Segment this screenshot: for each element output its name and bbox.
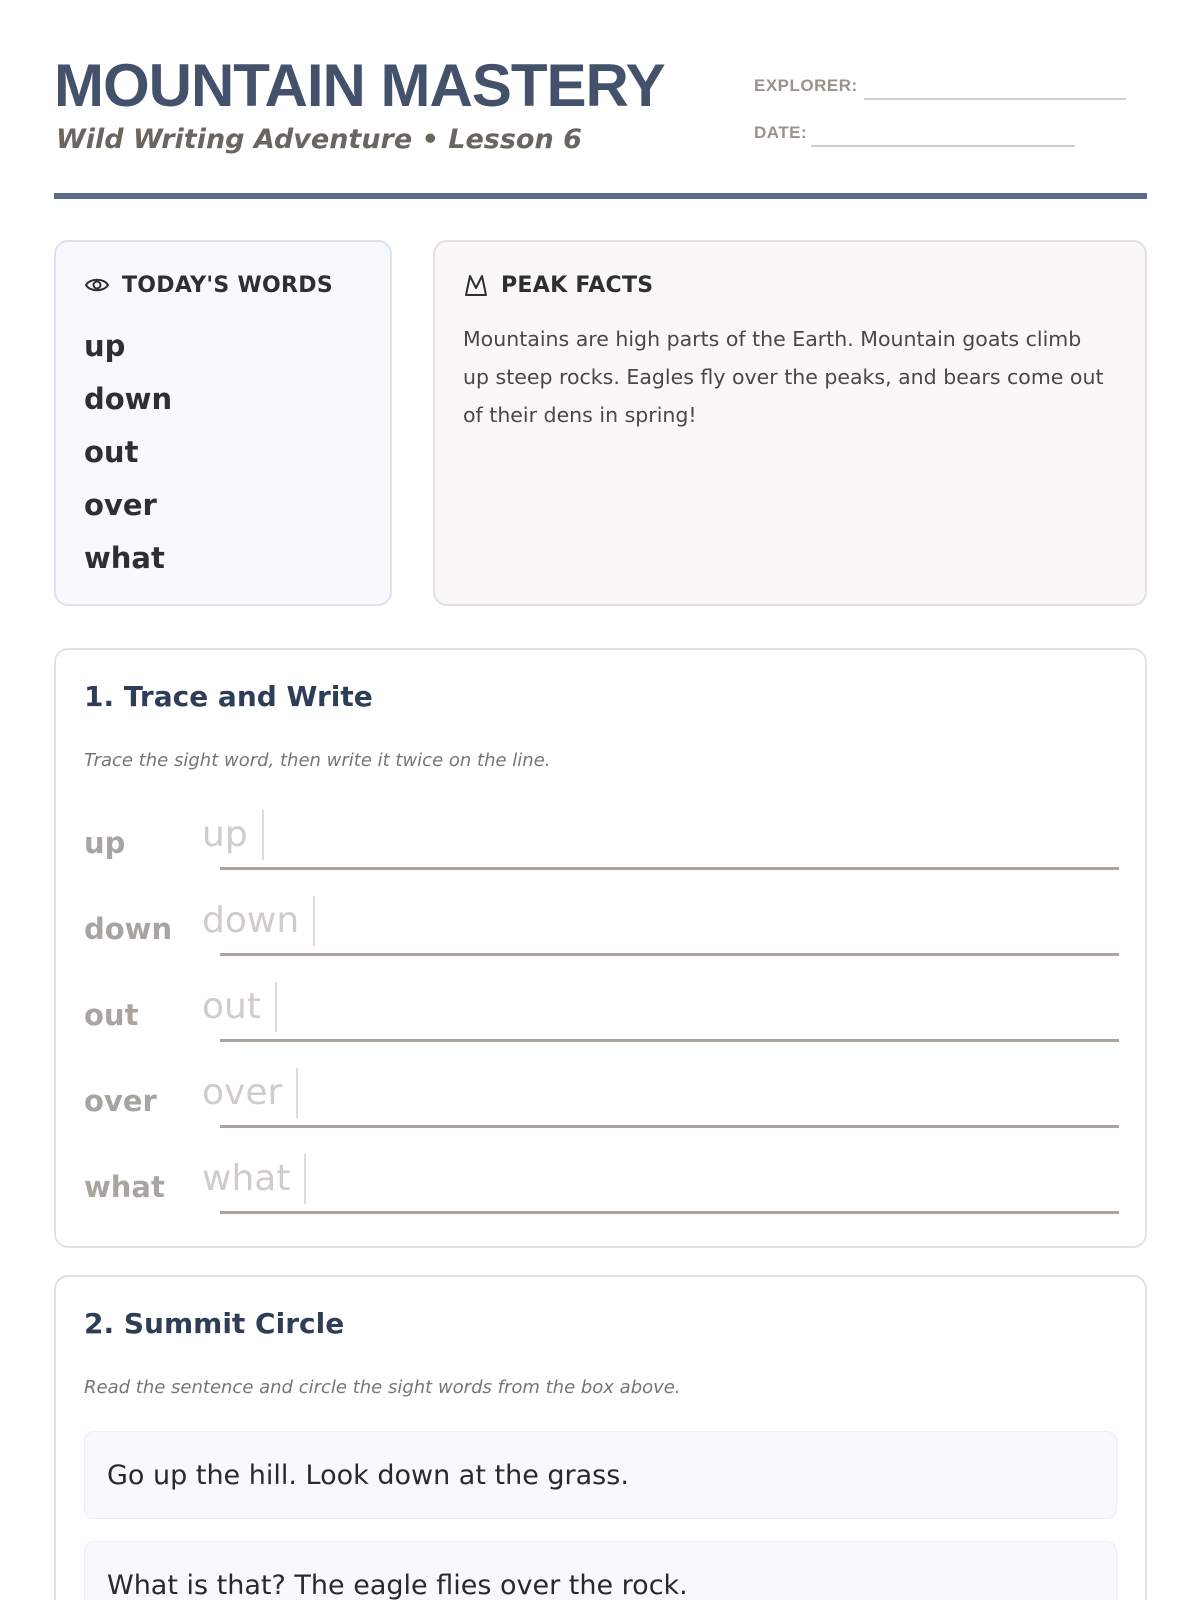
date-field[interactable] <box>811 145 1075 147</box>
date-label: DATE: <box>754 123 808 142</box>
writing-line[interactable] <box>220 1125 1119 1128</box>
summit-circle-section <box>54 1275 1147 1600</box>
section-title: 1. Trace and Write <box>84 680 373 713</box>
list-item: out <box>84 435 139 469</box>
trace-and-write-section <box>54 648 1147 1248</box>
todays-words-heading <box>84 272 333 298</box>
trace-row <box>84 980 1119 1042</box>
trace-word: out <box>202 982 277 1032</box>
peak-facts-text: Mountains are high parts of the Earth. Mountain goats climb up steep rocks. Eagles fly over the peaks, and bears come out of their dens in spring! <box>463 327 1104 427</box>
trace-row-label: down <box>84 912 173 946</box>
trace-row-label: out <box>84 998 139 1032</box>
peak-facts-heading-text: PEAK FACTS <box>501 272 654 298</box>
header-divider <box>54 193 1147 199</box>
section-instruction: Read the sentence and circle the sight words from the box above. <box>84 1377 681 1398</box>
trace-row <box>84 808 1119 870</box>
list-item: over <box>84 488 157 522</box>
section-title: 2. Summit Circle <box>84 1307 345 1340</box>
mountain-icon <box>463 272 489 298</box>
list-item: up <box>84 329 126 363</box>
trace-row-label: up <box>84 826 126 860</box>
trace-row-label: over <box>84 1084 157 1118</box>
eye-icon <box>84 272 110 298</box>
peak-facts-heading <box>463 272 653 298</box>
peak-facts-box <box>433 240 1147 606</box>
trace-word: down <box>202 896 315 946</box>
trace-row <box>84 1066 1119 1128</box>
explorer-label: EXPLORER: <box>754 76 858 95</box>
explorer-field[interactable] <box>864 98 1126 100</box>
writing-line[interactable] <box>220 953 1119 956</box>
trace-word: up <box>202 810 264 860</box>
trace-row-label: what <box>84 1170 165 1204</box>
sentence-box[interactable]: Go up the hill. Look down at the grass. <box>84 1431 1117 1519</box>
section-instruction: Trace the sight word, then write it twice on the line. <box>84 750 551 771</box>
page-title: MOUNTAIN MASTERY <box>54 52 665 119</box>
trace-word: over <box>202 1068 298 1118</box>
worksheet-header <box>54 50 1146 200</box>
writing-line[interactable] <box>220 867 1119 870</box>
todays-words-heading-text: TODAY'S WORDS <box>122 272 333 298</box>
list-item: what <box>84 541 165 575</box>
todays-words-box <box>54 240 392 606</box>
trace-row <box>84 894 1119 956</box>
page-subtitle: Wild Writing Adventure • Lesson 6 <box>56 124 582 155</box>
list-item: down <box>84 382 173 416</box>
trace-row <box>84 1152 1119 1214</box>
writing-line[interactable] <box>220 1211 1119 1214</box>
writing-line[interactable] <box>220 1039 1119 1042</box>
sentence-box[interactable]: What is that? The eagle flies over the rock. <box>84 1541 1117 1600</box>
trace-word: what <box>202 1154 306 1204</box>
word-list <box>84 320 172 585</box>
